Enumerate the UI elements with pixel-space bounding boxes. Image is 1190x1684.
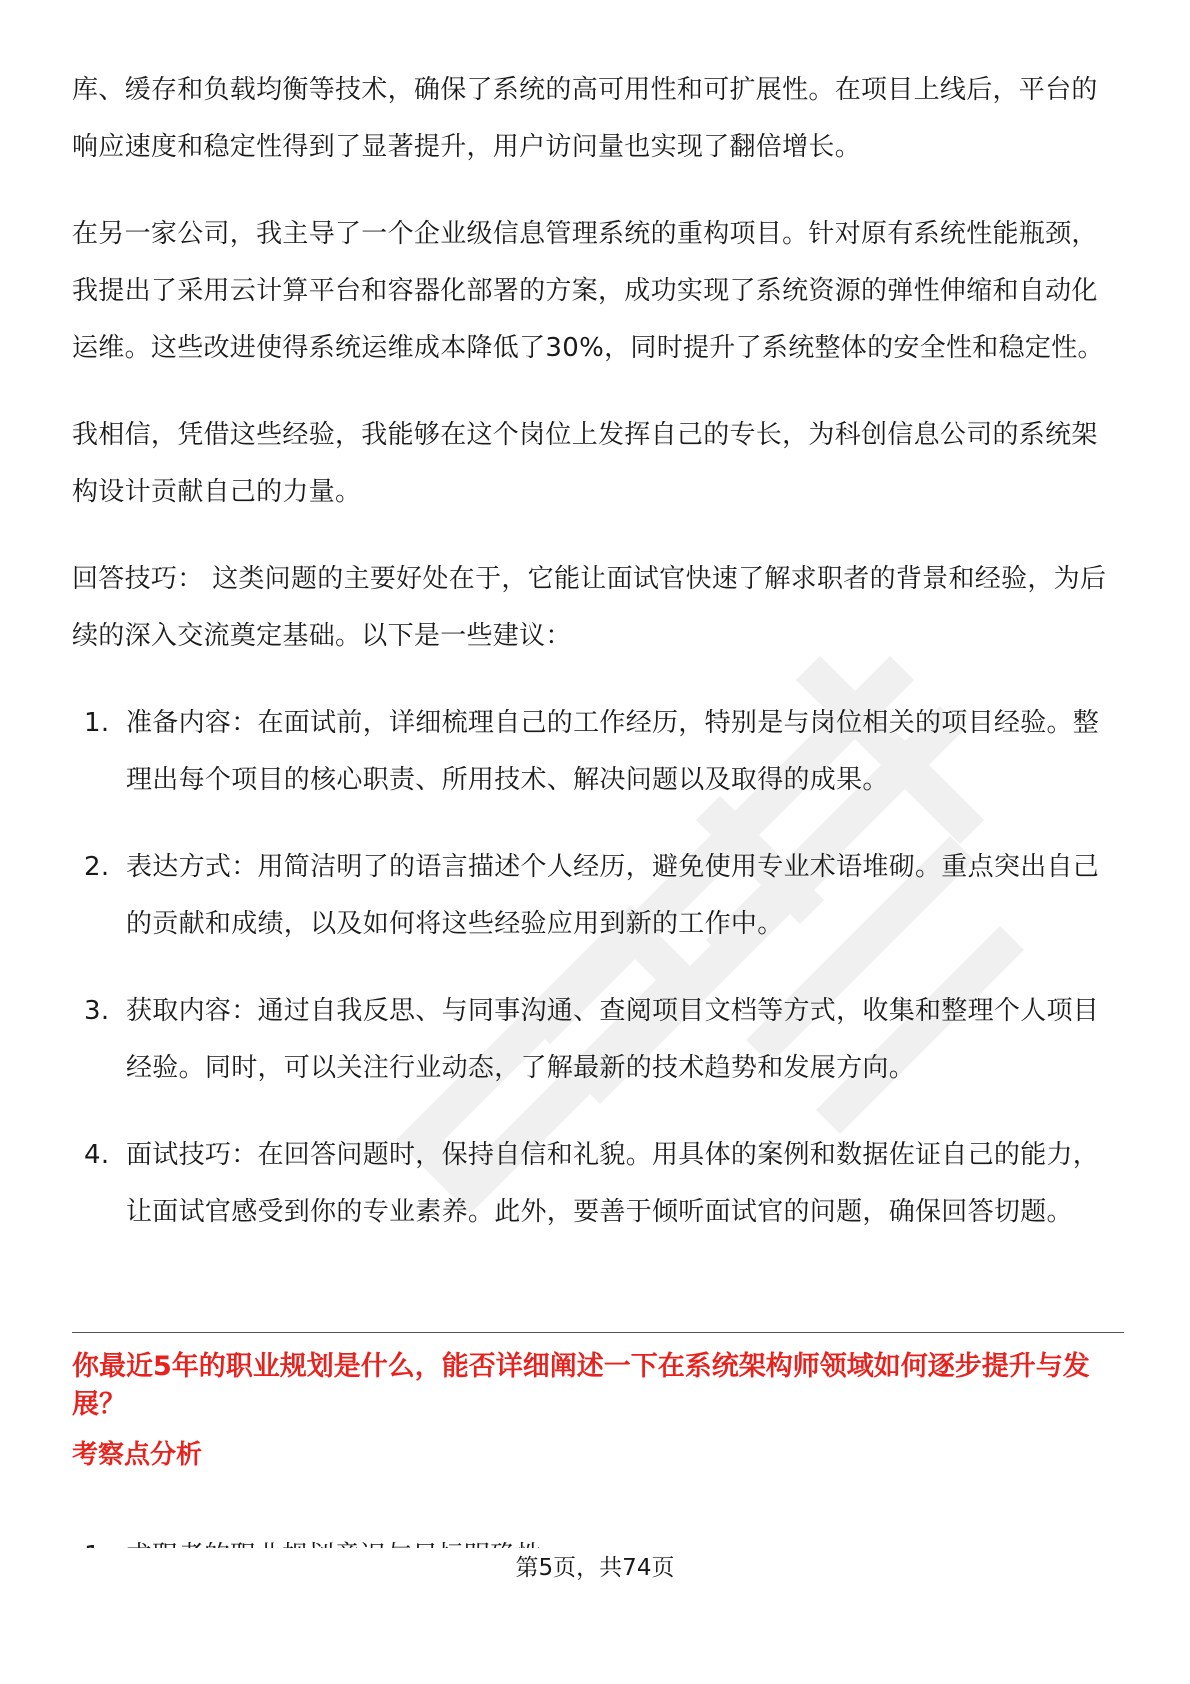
list-item-text: 获取内容：通过自我反思、与同事沟通、查阅项目文档等方式，收集和整理个人项目经验。同时，可以关注行业动态，了解最新的技术趋势和发展方向。: [126, 996, 1100, 1083]
list-item-number: 3.: [84, 996, 110, 1026]
list-item-text: 准备内容：在面试前，详细梳理自己的工作经历，特别是与岗位相关的项目经验。整理出每个项目的核心职责、所用技术、解决问题以及取得的成果。: [126, 708, 1100, 795]
list-item-number: 1.: [84, 708, 110, 738]
section-divider: [72, 1332, 1124, 1333]
tips-list: [72, 695, 1122, 1241]
list-item-text: 面试技巧：在回答问题时，保持自信和礼貌。用具体的案例和数据佐证自己的能力，让面试官感受到你的专业素养。此外，要善于倾听面试官的问题，确保回答切题。: [126, 1140, 1100, 1227]
paragraph-conclusion: 我相信，凭借这些经验，我能够在这个岗位上发挥自己的专长，为科创信息公司的系统架构设计贡献自己的力量。: [72, 420, 1098, 507]
paragraph-project-2: 在另一家公司，我主导了一个企业级信息管理系统的重构项目。针对原有系统性能瓶颈，我提出了采用云计算平台和容器化部署的方案，成功实现了系统资源的弹性伸缩和自动化运维。这些改进使得系统运维成本降低了30%，同时提升了系统整体的安全性和稳定性。: [72, 219, 1104, 363]
page-number-footer: 第5页，共74页: [0, 1548, 1190, 1588]
question-heading: 你最近5年的职业规划是什么，能否详细阐述一下在系统架构师领域如何逐步提升与发展？: [72, 1351, 1090, 1420]
list-item: [72, 839, 1122, 953]
list-item: [72, 1127, 1122, 1241]
analysis-heading: 考察点分析: [72, 1440, 203, 1470]
list-item: [72, 695, 1122, 809]
list-item-text: 表达方式：用简洁明了的语言描述个人经历，避免使用专业术语堆砌。重点突出自己的贡献和成绩，以及如何将这些经验应用到新的工作中。: [126, 852, 1100, 939]
list-item-number: 2.: [84, 852, 110, 882]
paragraph-answer-tips: 回答技巧： 这类问题的主要好处在于，它能让面试官快速了解求职者的背景和经验，为后续的深入交流奠定基础。以下是一些建议：: [72, 564, 1107, 651]
paragraph-project-1: 库、缓存和负载均衡等技术，确保了系统的高可用性和可扩展性。在项目上线后，平台的响应速度和稳定性得到了显著提升，用户访问量也实现了翻倍增长。: [72, 75, 1098, 162]
list-item-number: 4.: [84, 1140, 110, 1170]
document-body: [72, 62, 1122, 1271]
list-item: [72, 983, 1122, 1097]
